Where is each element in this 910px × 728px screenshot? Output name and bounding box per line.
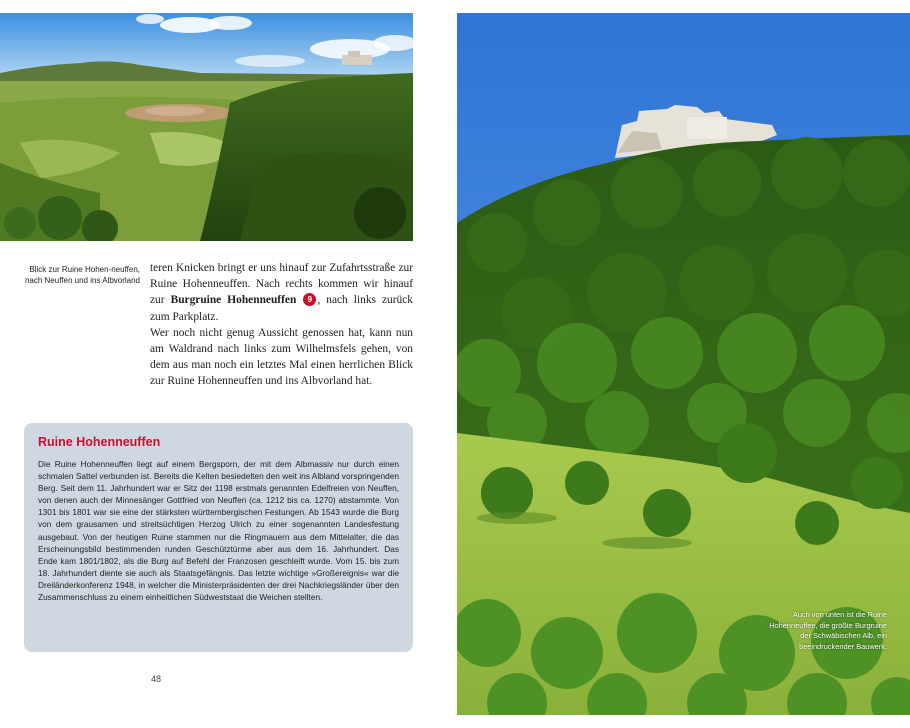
paragraph-1-tail: , nach links zurück zum Parkplatz. (150, 294, 413, 323)
castle-photo-caption: Auch von unten ist die Ruine Hohenneuffen, die größte Burgruine der Schwäbischen Alb, ein beeindruckender Bauwerk. (769, 610, 887, 651)
info-box-text: Die Ruine Hohenneuffen liegt auf einem Bergsporn, der mit dem Albmassiv nur durch einen schmalen Sattel verbunden ist. Bereits die Kelten besiedelten den weit ins Albland vorspringenden Berg. Seit dem 11. Jahrhundert war er Sitz der 1198 erstmals genannten Edelfreien von Neuffen, von denen auch der Minnesänger Gottfried von Neuffen (ca. 1212 bis ca. 1270) abstammte. Von 1301 bis 1801 war sie eine der stärksten württembergischen Festungen. Ab 1543 wurde die Burg von dem grausamen und streitsüchtigen Herzog Ulrich zu einer sogenannten Landesfestung ausgebaut. Von der heutigen Ruine stammen nur die Ringmauern aus dem Mittelalter, die das Erscheinungsbild bestimmenden runden Geschütztürme aber aus dem 16. Jahrhundert. Das Ende kam 1801/1802, als die Burg auf Befehl der Franzosen geschleift wurde. Vom 15. bis zum 18. Jahrhundert diente sie auch als Staatsgefängnis. Das letzte wichtige »Großereignis« war die Dreiländerkonferenz 1948, in welcher die Ministerpräsidenten der drei Nachkriegsländer über den Zusammenschluss zu einem einheitlichen Südweststaat die Weichen stellten. (38, 459, 399, 603)
body-text (150, 260, 413, 390)
paragraph-2: Wer noch nicht genug Aussicht genossen hat, kann nun am Waldrand nach links zum Wilhelmsfels gehen, von dem aus man noch ein letztes Mal einen herrlichen Blick zur Ruine Hohenneuffen und ins Albvorland hat. (150, 326, 413, 388)
page-number: 48 (150, 674, 161, 684)
landscape-photo (0, 13, 413, 241)
paragraph-1 (150, 260, 413, 325)
paragraph-1-text: teren Knicken bringt er uns hinauf zur Zufahrtsstraße zur Ruine Hohenneuffen. Nach rechts kommen wir hinauf zur (150, 262, 413, 307)
info-box (24, 423, 413, 652)
photo-caption: Blick zur Ruine Hohen-neuffen, nach Neuffen und ins Albvorland (24, 265, 140, 285)
poi-name: Burgruine Hohenneuffen (170, 294, 297, 307)
poi-number-badge: 9 (303, 293, 316, 306)
info-box-title: Ruine Hohenneuffen (38, 435, 161, 449)
